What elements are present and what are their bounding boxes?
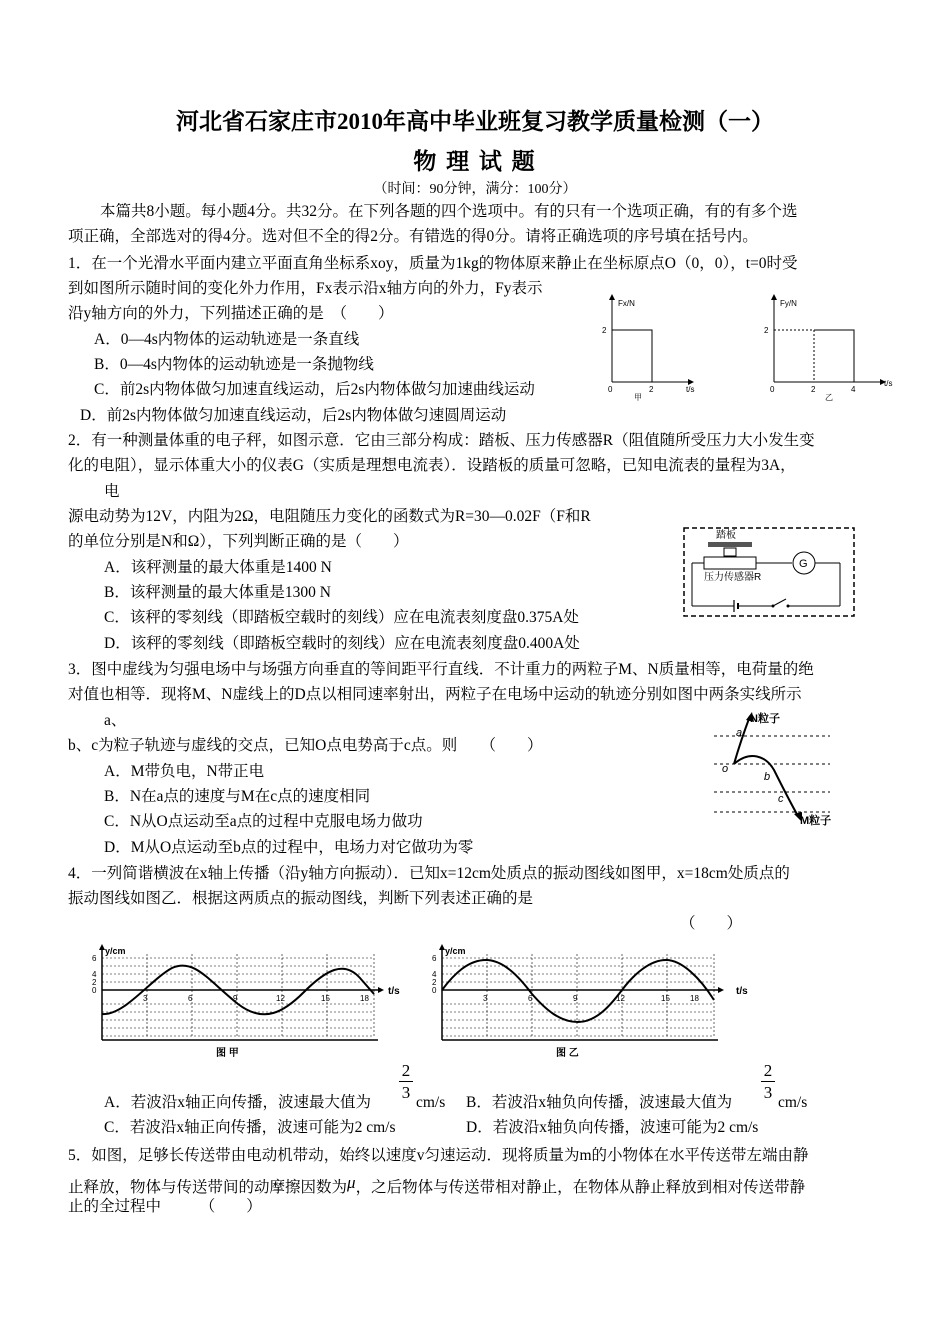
q3-line-3: b、c为粒子轨迹与虚线的交点，已知O点电势高于c点。则 （ ） xyxy=(68,737,543,754)
q3-n-label: N粒子 xyxy=(750,713,780,725)
q1-line-2: 到如图所示随时间的变化外力作用，Fx表示沿x轴方向的外力，Fy表示 xyxy=(68,280,543,297)
q4-jia-xtick-6: 6 xyxy=(188,994,193,1003)
q4-option-b-fraction xyxy=(761,1062,775,1101)
q4-jia-ytick-2: 2 xyxy=(92,978,97,987)
q1-yi-ylabel: Fy/N xyxy=(780,299,797,308)
q4-option-a-unit: cm/s xyxy=(416,1094,446,1111)
q1-yi-xtick-2: 2 xyxy=(811,385,816,394)
q1-jia-ytick: 2 xyxy=(602,326,607,335)
q4-jia-ylabel: y/cm xyxy=(105,946,126,956)
q2-line-4: 的单位分别是N和Ω），下列判断正确的是（ ） xyxy=(68,533,409,550)
q5-line-2 xyxy=(68,1174,805,1196)
q2-option-d: D．该秤的零刻线（即踏板空载时的刻线）应在电流表刻度盘0.400A处 xyxy=(104,635,580,652)
q1-jia-xtick-2: 2 xyxy=(649,385,654,394)
q4-yi-ytick-2: 2 xyxy=(432,978,437,987)
q1-jia-xlabel: t/s xyxy=(686,385,695,394)
q1-option-a: A．0—4s内物体的运动轨迹是一条直线 xyxy=(94,331,360,348)
q4-option-a-denominator: 3 xyxy=(401,1083,411,1102)
q4-yi-xlabel: t/s xyxy=(736,986,748,997)
q3-option-a: A．M带负电，N带正电 xyxy=(104,763,265,780)
instructions-line-2: 项正确，全部选对的得4分。选对但不全的得2分。有错选的得0分。请将正确选项的序号填在括号内。 xyxy=(68,228,758,245)
q1-yi-xtick-0: 0 xyxy=(770,385,775,394)
q2-option-a: A．该秤测量的最大体重是1400 N xyxy=(104,559,332,576)
q1-jia-caption: 甲 xyxy=(634,393,642,402)
page-title: 河北省石家庄市2010年高中毕业班复习教学质量检测（一） xyxy=(176,109,774,134)
q4-paren: （ ） xyxy=(680,915,743,932)
q3-b-label: b xyxy=(764,771,771,783)
q1-option-d: D．前2s内物体做匀加速直线运动，后2s内物体做匀速圆周运动 xyxy=(80,407,507,424)
q4-yi-xtick-3: 3 xyxy=(483,994,488,1003)
q4-option-c: C．若波沿x轴正向传播，波速可能为2 cm/s xyxy=(104,1119,396,1136)
q4-yi-wave xyxy=(442,960,714,1022)
q2-pedal-label: 踏板 xyxy=(716,530,736,541)
q2-sensor-label: 压力传感器R xyxy=(704,572,762,583)
q4-yi-ylabel: y/cm xyxy=(445,946,466,956)
q3-option-c: C．N从O点运动至a点的过程中克服电场力做功 xyxy=(104,813,423,830)
q4-option-d: D．若波沿x轴负向传播，波速可能为2 cm/s xyxy=(466,1119,759,1136)
q1-option-c: C．前2s内物体做匀加速直线运动，后2s内物体做匀加速曲线运动 xyxy=(94,381,535,398)
q4-yi-xtick-6: 6 xyxy=(528,994,533,1003)
q4-jia-ytick-6: 6 xyxy=(92,954,97,963)
q2-line-1: 2．有一种测量体重的电子秤，如图示意．它由三部分构成：踏板、压力传感器R（阻值随所受压力大小发生变 xyxy=(68,432,815,449)
q1-yi-xtick-4: 4 xyxy=(851,385,856,394)
q5-line-2-rest: ，之后物体与传送带相对静止，在物体从静止释放到相对传送带静 xyxy=(355,1179,806,1196)
q4-yi-xtick-18: 18 xyxy=(690,994,699,1003)
q4-option-b-numerator: 2 xyxy=(763,1061,773,1080)
q3-m-label: M粒子 xyxy=(800,815,832,827)
page-subtitle: 物 理 试 题 xyxy=(413,149,537,174)
q1-yi-xlabel: t/s xyxy=(884,379,893,388)
pedal-plate xyxy=(708,542,752,547)
q1-graph-yi xyxy=(764,294,892,402)
q3-a-label: a xyxy=(736,727,743,739)
q2-line-2b: 电 xyxy=(104,483,120,500)
q4-option-a-fraction xyxy=(399,1062,413,1101)
q4-yi-xtick-12: 12 xyxy=(616,994,625,1003)
q4-graph-yi xyxy=(428,944,768,1059)
q4-option-b-denominator: 3 xyxy=(763,1083,773,1102)
q4-line-2: 振动图线如图乙．根据这两质点的振动图线，判断下列表述正确的是 xyxy=(68,890,534,907)
q1-jia-xtick-0: 0 xyxy=(608,385,613,394)
q2-option-c: C．该秤的零刻线（即踏板空载时的刻线）应在电流表刻度盘0.375A处 xyxy=(104,609,579,626)
instructions-line-1: 本篇共8小题。每小题4分。共32分。在下列各题的四个选项中。有的只有一个选项正确，有的有多个选 xyxy=(100,203,798,220)
q4-graph-jia xyxy=(88,944,418,1059)
q4-jia-xtick-18: 18 xyxy=(360,994,369,1003)
q4-jia-caption: 图 甲 xyxy=(216,1048,239,1059)
q4-yi-ytick-0: 0 xyxy=(432,986,437,995)
q4-line-1: 4．一列简谐横波在x轴上传播（沿y轴方向振动）．已知x=12cm处质点的振动图线如图甲，x=18cm处质点的 xyxy=(68,865,790,882)
q4-yi-ytick-4: 4 xyxy=(432,970,437,979)
q3-c-label: c xyxy=(778,793,784,805)
q4-jia-xtick-3: 3 xyxy=(143,994,148,1003)
q1-jia-ylabel: Fx/N xyxy=(618,299,635,308)
q4-jia-ytick-0: 0 xyxy=(92,986,97,995)
q4-option-b-unit: cm/s xyxy=(778,1094,808,1111)
q4-jia-ytick-4: 4 xyxy=(92,970,97,979)
q5-mu-symbol: μ xyxy=(347,1173,356,1192)
q2-line-3: 源电动势为12V，内阻为2Ω，电阻随压力变化的函数式为R=30—0.02F（F和R xyxy=(68,508,591,525)
q2-line-2: 化的电阻），显示体重大小的仪表G（实质是理想电流表）．设踏板的质量可忽略，已知电流表的量程为3A， xyxy=(68,457,796,474)
time-info: （时间：90分钟，满分：100分） xyxy=(373,182,577,197)
q4-option-a-numerator: 2 xyxy=(401,1061,411,1080)
q4-jia-xlabel: t/s xyxy=(388,986,400,997)
q4-yi-xtick-9: 9 xyxy=(573,994,578,1003)
q1-option-b: B．0—4s内物体的运动轨迹是一条抛物线 xyxy=(94,356,374,373)
q1-line-1: 1．在一个光滑水平面内建立平面直角坐标系xoy，质量为1kg的物体原来静止在坐标原点O（0，0），t=0时受 xyxy=(68,255,798,272)
q3-line-2: 对值也相等．现将M、N虚线上的D点以相同速率射出，两粒子在电场中运动的轨迹分别如图中两条实线所示 xyxy=(68,686,802,703)
q4-option-a: A．若波沿x轴正向传播，波速最大值为 xyxy=(104,1094,371,1111)
q4-jia-xtick-9: 9 xyxy=(233,994,238,1003)
q2-option-b: B．该秤测量的最大体重是1300 N xyxy=(104,584,331,601)
q4-option-b: B．若波沿x轴负向传播，波速最大值为 xyxy=(466,1094,733,1111)
q4-jia-xtick-12: 12 xyxy=(276,994,285,1003)
q1-line-3: 沿y轴方向的外力，下列描述正确的是 （ ） xyxy=(68,305,394,322)
q1-force-graphs xyxy=(600,292,900,406)
q3-option-b: B．N在a点的速度与M在c点的速度相同 xyxy=(104,788,371,805)
q3-option-d: D．M从O点运动至b点的过程中，电场力对它做功为零 xyxy=(104,839,474,856)
q1-yi-caption: 乙 xyxy=(825,393,833,402)
q4-yi-caption: 图 乙 xyxy=(556,1048,579,1059)
q3-field-diagram xyxy=(710,712,850,828)
q4-yi-xtick-15: 15 xyxy=(661,994,670,1003)
q4-yi-ytick-6: 6 xyxy=(432,954,437,963)
q4-jia-xtick-15: 15 xyxy=(321,994,330,1003)
q2-circuit-diagram xyxy=(680,524,860,624)
q1-yi-ytick: 2 xyxy=(764,326,769,335)
q1-graph-jia xyxy=(602,294,694,402)
q3-line-2b: a、 xyxy=(104,712,127,729)
q5-line-2-text: 止释放，物体与传送带间的动摩擦因数为 xyxy=(68,1179,348,1196)
q2-meter-label: G xyxy=(799,558,808,570)
q5-line-1: 5．如图，足够长传送带由电动机带动，始终以速度v匀速运动．现将质量为m的小物体在水平传送带左端由静 xyxy=(68,1147,809,1164)
q5-line-3: 止的全过程中 （ ） xyxy=(68,1198,262,1215)
q3-line-1: 3．图中虚线为匀强电场中与场强方向垂直的等间距平行直线．不计重力的两粒子M、N质量相等，电荷量的绝 xyxy=(68,661,814,678)
q3-o-label: o xyxy=(722,763,729,775)
